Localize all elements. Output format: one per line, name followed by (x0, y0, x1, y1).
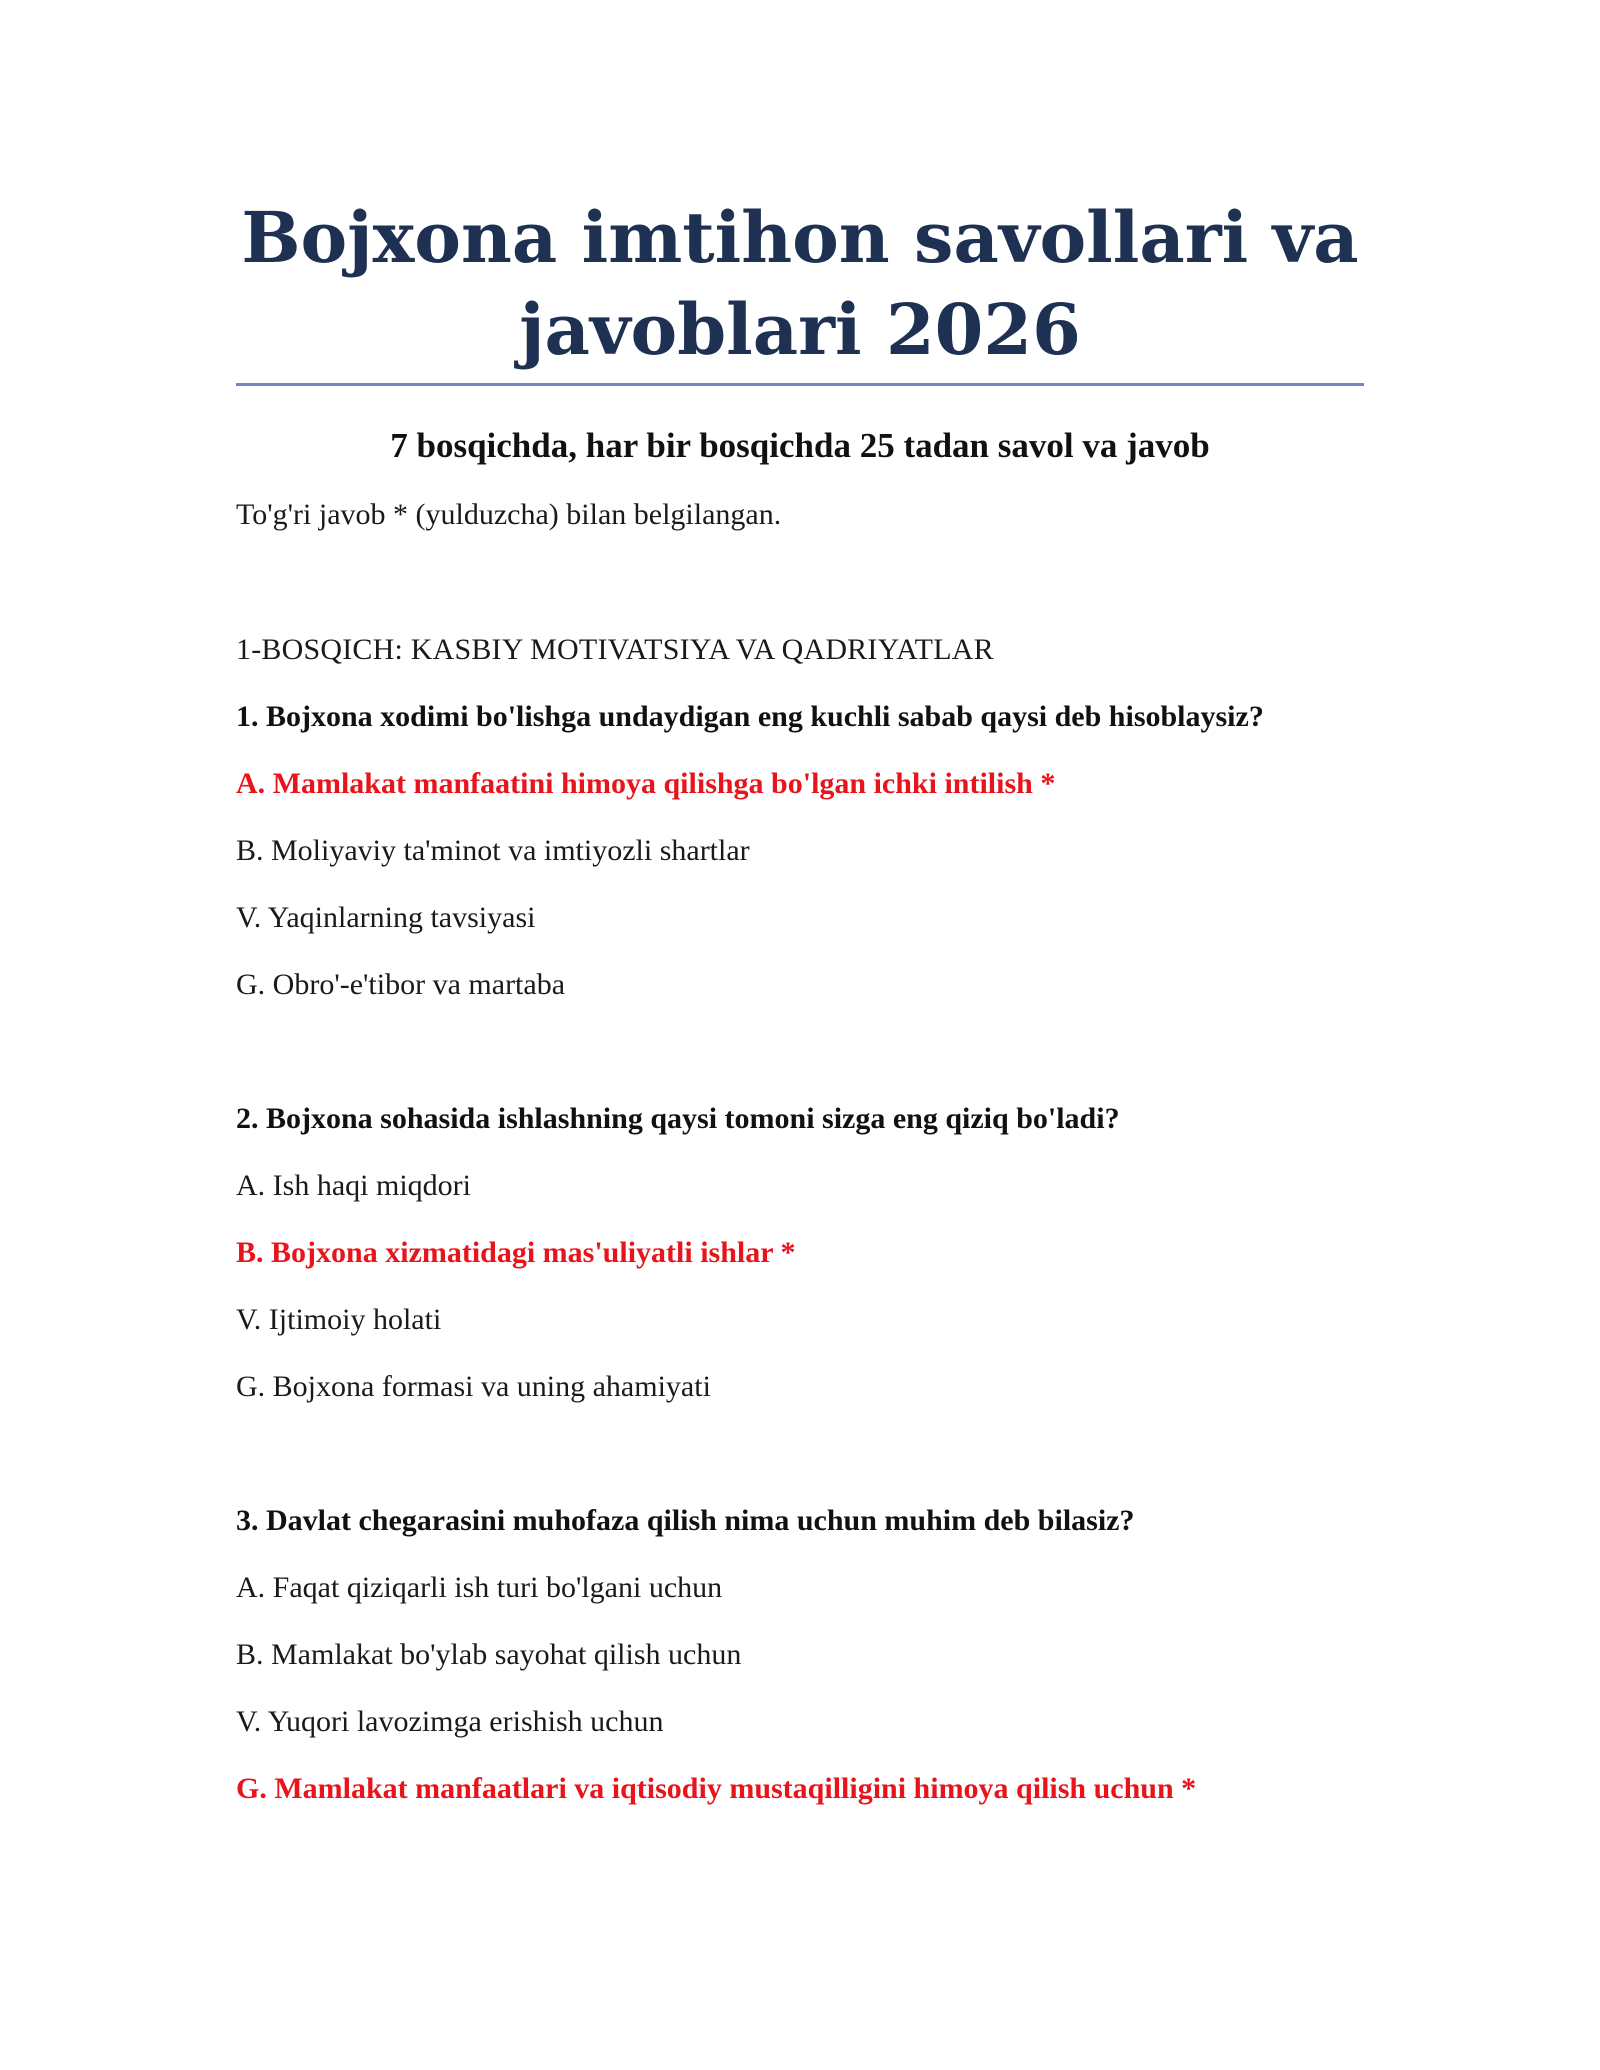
question-2-option-b-correct: B. Bojxona xizmatidagi mas'uliyatli ishlar * (236, 1236, 796, 1269)
document-title: Bojxona imtihon savollari va javoblari 2026 (241, 196, 1359, 371)
question-1-option-v: V. Yaqinlarning tavsiyasi (236, 901, 536, 934)
question-3-option-g-correct: G. Mamlakat manfaatlari va iqtisodiy mustaqilligini himoya qilish uchun * (236, 1772, 1197, 1805)
question-2-option-v: V. Ijtimoiy holati (236, 1303, 442, 1336)
question-1-option-b: B. Moliyaviy ta'minot va imtiyozli shartlar (236, 834, 750, 867)
question-1: 1. Bojxona xodimi bo'lishga undaydigan eng kuchli sabab qaysi deb hisoblaysiz? (236, 700, 1264, 733)
question-3: 3. Davlat chegarasini muhofaza qilish nima uchun muhim deb bilasiz? (236, 1504, 1135, 1537)
question-1-option-a-correct: A. Mamlakat manfaatini himoya qilishga bo'lgan ichki intilish * (236, 767, 1056, 800)
section-heading: 1-BOSQICH: KASBIY MOTIVATSIYA VA QADRIYATLAR (236, 633, 994, 666)
question-2-option-g: G. Bojxona formasi va uning ahamiyati (236, 1370, 711, 1403)
question-3-option-v: V. Yuqori lavozimga erishish uchun (236, 1705, 664, 1738)
answer-key-note: To'g'ri javob * (yulduzcha) bilan belgilangan. (236, 498, 782, 531)
question-3-option-a: A. Faqat qiziqarli ish turi bo'lgani uchun (236, 1571, 723, 1604)
question-1-option-g: G. Obro'-e'tibor va martaba (236, 968, 566, 1001)
question-2-option-a: A. Ish haqi miqdori (236, 1169, 471, 1202)
question-3-option-b: B. Mamlakat bo'ylab sayohat qilish uchun (236, 1638, 742, 1671)
title-divider (236, 383, 1364, 386)
document-subtitle: 7 bosqichda, har bir bosqichda 25 tadan savol va javob (390, 426, 1210, 465)
question-2: 2. Bojxona sohasida ishlashning qaysi tomoni sizga eng qiziq bo'ladi? (236, 1102, 1120, 1135)
